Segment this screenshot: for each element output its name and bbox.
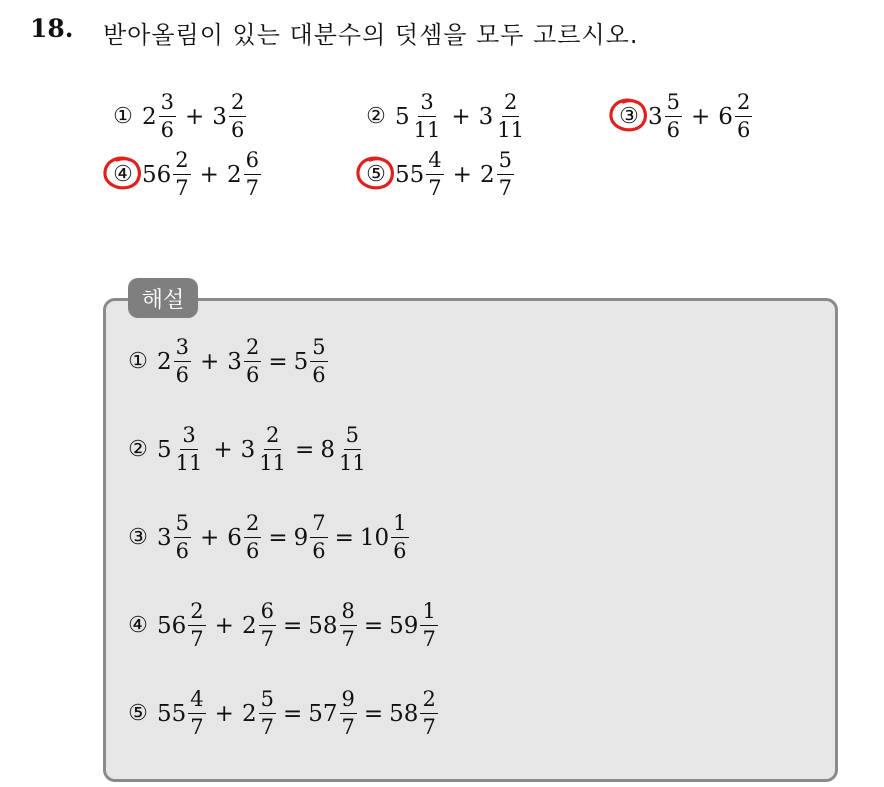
denominator: 7 xyxy=(341,715,355,739)
fraction xyxy=(426,150,443,199)
denominator: 7 xyxy=(245,176,259,200)
whole-part: 56 xyxy=(142,161,172,188)
fraction xyxy=(188,689,205,738)
numerator: 3 xyxy=(174,337,191,362)
plus-sign: + xyxy=(214,700,234,727)
option-marker: ③ xyxy=(616,104,642,129)
fraction xyxy=(259,689,276,738)
denominator: 7 xyxy=(260,627,274,651)
option-marker: ⑤ xyxy=(363,162,389,187)
whole-part: 3 xyxy=(478,103,494,130)
whole-part: 2 xyxy=(241,612,257,639)
fraction xyxy=(665,92,682,141)
fraction xyxy=(337,425,368,474)
mixed-number xyxy=(212,92,247,141)
mixed-number xyxy=(389,601,439,650)
whole-part: 9 xyxy=(293,524,309,551)
denominator: 6 xyxy=(245,363,260,387)
whole-part: 2 xyxy=(479,161,495,188)
plus-sign: + xyxy=(452,161,472,188)
option-marker: ④ xyxy=(110,162,136,187)
numerator: 1 xyxy=(420,601,437,626)
solution-line-4 xyxy=(125,601,439,650)
whole-part: 3 xyxy=(648,103,663,130)
mixed-number xyxy=(157,689,207,738)
numerator: 6 xyxy=(259,601,276,626)
whole-part: 2 xyxy=(142,103,157,130)
numerator: 5 xyxy=(497,150,514,175)
whole-part: 5 xyxy=(395,103,410,130)
numerator: 6 xyxy=(244,150,261,175)
denominator: 11 xyxy=(497,118,525,142)
mixed-number xyxy=(142,92,177,141)
denominator: 7 xyxy=(498,176,512,200)
mixed-number xyxy=(308,689,358,738)
plus-sign: + xyxy=(199,161,219,188)
mixed-number xyxy=(395,150,445,199)
denominator: 6 xyxy=(312,539,326,563)
red-circle-mark-icon xyxy=(100,154,144,192)
numerator: 2 xyxy=(173,150,190,175)
denominator: 7 xyxy=(175,176,189,200)
equals-sign: = xyxy=(282,612,303,639)
fraction xyxy=(310,337,327,386)
fraction xyxy=(244,150,261,199)
denominator: 7 xyxy=(422,715,436,739)
numerator: 2 xyxy=(264,425,281,450)
whole-part: 57 xyxy=(308,700,338,727)
whole-part: 8 xyxy=(320,436,335,463)
denominator: 7 xyxy=(341,627,355,651)
whole-part: 56 xyxy=(157,612,187,639)
equals-sign: = xyxy=(363,612,384,639)
fraction xyxy=(340,689,357,738)
mixed-number xyxy=(157,425,205,474)
mixed-number xyxy=(389,689,439,738)
whole-part: 6 xyxy=(718,103,733,130)
numerator: 3 xyxy=(180,425,197,450)
fraction xyxy=(174,337,191,386)
mixed-number xyxy=(479,92,527,141)
plus-sign: + xyxy=(691,103,711,130)
red-circle-mark-icon xyxy=(606,96,650,134)
mixed-number xyxy=(718,92,753,141)
plus-sign: + xyxy=(213,436,233,463)
fraction xyxy=(340,601,357,650)
mixed-number xyxy=(241,425,289,474)
mixed-number xyxy=(395,92,443,141)
fraction xyxy=(735,92,752,141)
option-marker: ① xyxy=(113,104,133,129)
numerator: 5 xyxy=(259,689,276,714)
fraction xyxy=(244,513,261,562)
fraction xyxy=(497,150,514,199)
denominator: 11 xyxy=(175,451,203,475)
mixed-number xyxy=(142,150,192,199)
whole-part: 58 xyxy=(308,612,338,639)
fraction xyxy=(159,92,176,141)
denominator: 7 xyxy=(422,627,436,651)
fraction xyxy=(391,513,408,562)
mixed-number xyxy=(320,425,368,474)
equals-sign: = xyxy=(334,524,354,551)
numerator: 2 xyxy=(502,92,519,117)
whole-part: 3 xyxy=(227,348,242,375)
numerator: 1 xyxy=(391,513,408,538)
plus-sign: + xyxy=(200,348,220,375)
numerator: 2 xyxy=(420,689,437,714)
solution-marker: ② xyxy=(128,437,148,462)
numerator: 8 xyxy=(340,601,357,626)
denominator: 6 xyxy=(245,539,260,563)
mixed-number xyxy=(227,337,262,386)
whole-part: 3 xyxy=(212,103,227,130)
numerator: 5 xyxy=(174,513,191,538)
plus-sign: + xyxy=(451,103,471,130)
fraction xyxy=(188,601,205,650)
denominator: 6 xyxy=(736,118,751,142)
equals-sign: = xyxy=(282,700,303,727)
equals-sign: = xyxy=(363,700,384,727)
denominator: 6 xyxy=(230,118,245,142)
fraction xyxy=(420,601,437,650)
fraction xyxy=(412,92,443,141)
numerator: 5 xyxy=(665,92,682,117)
option-3 xyxy=(616,92,753,141)
solution-tag: 해설 xyxy=(128,278,198,318)
numerator: 2 xyxy=(244,337,261,362)
denominator: 7 xyxy=(260,715,274,739)
option-1 xyxy=(110,92,247,141)
solution-marker: ⑤ xyxy=(128,701,148,726)
numerator: 5 xyxy=(344,425,361,450)
whole-part: 55 xyxy=(157,700,187,727)
whole-part: 55 xyxy=(395,161,425,188)
solution-marker: ④ xyxy=(128,613,148,638)
solution-line-5 xyxy=(125,689,439,738)
equals-sign: = xyxy=(268,524,288,551)
solution-line-1 xyxy=(125,337,329,386)
whole-part: 2 xyxy=(241,700,257,727)
mixed-number xyxy=(227,513,262,562)
whole-part: 5 xyxy=(157,436,172,463)
fraction xyxy=(495,92,526,141)
question-number: 18. xyxy=(30,14,74,43)
whole-part: 6 xyxy=(227,524,242,551)
denominator: 6 xyxy=(175,539,190,563)
mixed-number xyxy=(157,513,192,562)
fraction xyxy=(310,513,327,562)
mixed-number xyxy=(242,601,277,650)
whole-part: 3 xyxy=(240,436,256,463)
whole-part: 3 xyxy=(157,524,172,551)
denominator: 11 xyxy=(413,118,441,142)
numerator: 2 xyxy=(735,92,752,117)
numerator: 9 xyxy=(340,689,357,714)
fraction xyxy=(244,337,261,386)
denominator: 6 xyxy=(175,363,190,387)
mixed-number xyxy=(294,513,329,562)
fraction xyxy=(174,425,205,474)
solution-line-3 xyxy=(125,513,410,562)
red-circle-mark-icon xyxy=(353,154,397,192)
whole-part: 58 xyxy=(389,700,419,727)
whole-part: 10 xyxy=(359,524,390,551)
fraction xyxy=(420,689,437,738)
numerator: 5 xyxy=(310,337,327,362)
numerator: 4 xyxy=(426,150,443,175)
mixed-number xyxy=(648,92,683,141)
mixed-number xyxy=(242,689,277,738)
option-marker: ② xyxy=(366,104,386,129)
denominator: 7 xyxy=(190,627,204,651)
whole-part: 2 xyxy=(157,348,172,375)
denominator: 7 xyxy=(190,715,204,739)
fraction xyxy=(174,513,191,562)
denominator: 11 xyxy=(259,451,287,475)
plus-sign: + xyxy=(185,103,205,130)
mixed-number xyxy=(294,337,329,386)
denominator: 6 xyxy=(312,363,326,387)
solution-line-2 xyxy=(125,425,369,474)
denominator: 11 xyxy=(338,451,366,475)
mixed-number xyxy=(157,337,192,386)
denominator: 6 xyxy=(160,118,175,142)
mixed-number xyxy=(157,601,207,650)
numerator: 3 xyxy=(418,92,435,117)
denominator: 6 xyxy=(666,118,681,142)
fraction xyxy=(259,601,276,650)
numerator: 4 xyxy=(188,689,205,714)
whole-part: 59 xyxy=(389,612,419,639)
option-4 xyxy=(110,150,262,199)
question-text: 받아올림이 있는 대분수의 덧셈을 모두 고르시오. xyxy=(103,21,639,49)
fraction xyxy=(173,150,190,199)
whole-part: 2 xyxy=(226,161,242,188)
denominator: 7 xyxy=(428,176,442,200)
numerator: 7 xyxy=(310,513,327,538)
option-5 xyxy=(363,150,515,199)
numerator: 3 xyxy=(159,92,176,117)
whole-part: 5 xyxy=(293,348,309,375)
mixed-number xyxy=(308,601,358,650)
solution-marker: ③ xyxy=(128,525,148,550)
equals-sign: = xyxy=(295,436,315,463)
numerator: 2 xyxy=(244,513,261,538)
mixed-number xyxy=(227,150,262,199)
denominator: 6 xyxy=(393,539,407,563)
mixed-number xyxy=(480,150,515,199)
numerator: 2 xyxy=(188,601,205,626)
plus-sign: + xyxy=(200,524,220,551)
plus-sign: + xyxy=(214,612,234,639)
fraction xyxy=(257,425,288,474)
option-2 xyxy=(363,92,527,141)
mixed-number xyxy=(360,513,410,562)
numerator: 2 xyxy=(229,92,246,117)
fraction xyxy=(229,92,246,141)
solution-marker: ① xyxy=(128,349,148,374)
equals-sign: = xyxy=(268,348,288,375)
